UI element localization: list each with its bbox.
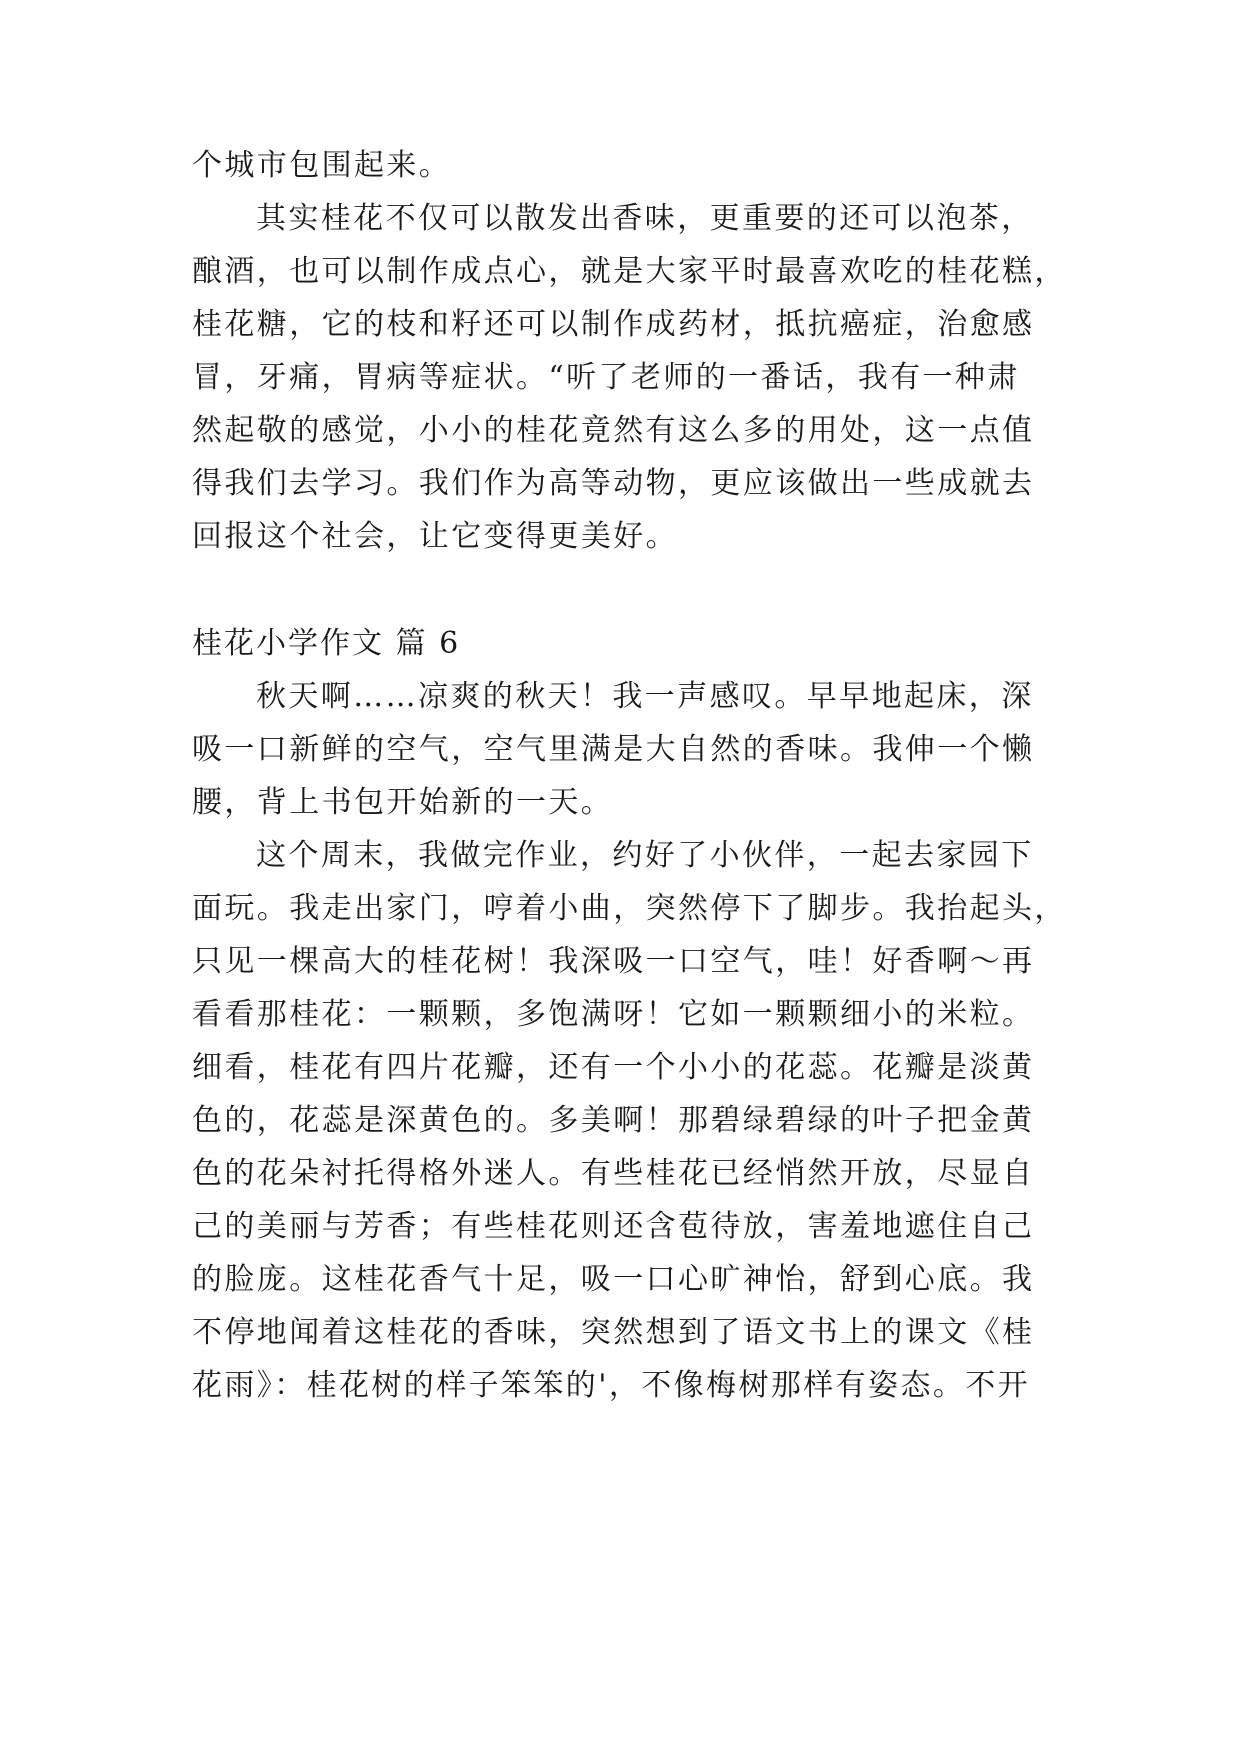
text-line: 面玩。我走出家门，哼着小曲，突然停下了脚步。我抬起头， <box>192 891 1067 926</box>
text-line: 不停地闻着这桂花的香味，突然想到了语文书上的课文《桂 <box>192 1315 1035 1350</box>
section-heading: 桂花小学作文 篇 6 <box>192 626 461 661</box>
text-line: 花雨》：桂花树的样子笨笨的'，不像梅树那样有姿态。不开 <box>192 1368 1031 1403</box>
text-line: 细看，桂花有四片花瓣，还有一个小小的花蕊。花瓣是淡黄 <box>192 1050 1035 1085</box>
text-line: 回报这个社会，让它变得更美好。 <box>192 519 678 554</box>
text-line: 这个周末，我做完作业，约好了小伙伴，一起去家园下 <box>256 838 1034 873</box>
text-line: 只见一棵高大的桂花树！我深吸一口空气，哇！好香啊～再 <box>192 944 1035 979</box>
text-line: 酿酒，也可以制作成点心，就是大家平时最喜欢吃的桂花糕， <box>192 254 1067 289</box>
text-line: 色的花朵衬托得格外迷人。有些桂花已经悄然开放，尽显自 <box>192 1156 1035 1191</box>
text-line: 得我们去学习。我们作为高等动物，更应该做出一些成就去 <box>192 466 1035 501</box>
text-line: 其实桂花不仅可以散发出香味，更重要的还可以泡茶， <box>256 201 1034 236</box>
text-line: 的脸庞。这桂花香气十足，吸一口心旷神怡，舒到心底。我 <box>192 1262 1035 1297</box>
text-line: 个城市包围起来。 <box>192 148 452 183</box>
text-line: 色的，花蕊是深黄色的。多美啊！那碧绿碧绿的叶子把金黄 <box>192 1103 1035 1138</box>
text-line: 秋天啊……凉爽的秋天！我一声感叹。早早地起床，深 <box>256 679 1034 714</box>
text-line: 腰，背上书包开始新的一天。 <box>192 785 614 820</box>
text-line: 然起敬的感觉，小小的桂花竟然有这么多的用处，这一点值 <box>192 413 1035 448</box>
text-line: 桂花糖，它的枝和籽还可以制作成药材，抵抗癌症，治愈感 <box>192 307 1035 342</box>
text-line: 己的美丽与芳香；有些桂花则还含苞待放，害羞地遮住自己 <box>192 1209 1035 1244</box>
text-line: 看看那桂花：一颗颗，多饱满呀！它如一颗颗细小的米粒。 <box>192 997 1035 1032</box>
text-line: 冒，牙痛，胃病等症状。“听了老师的一番话，我有一种肃 <box>192 360 1020 395</box>
text-line: 吸一口新鲜的空气，空气里满是大自然的香味。我伸一个懒 <box>192 732 1035 767</box>
